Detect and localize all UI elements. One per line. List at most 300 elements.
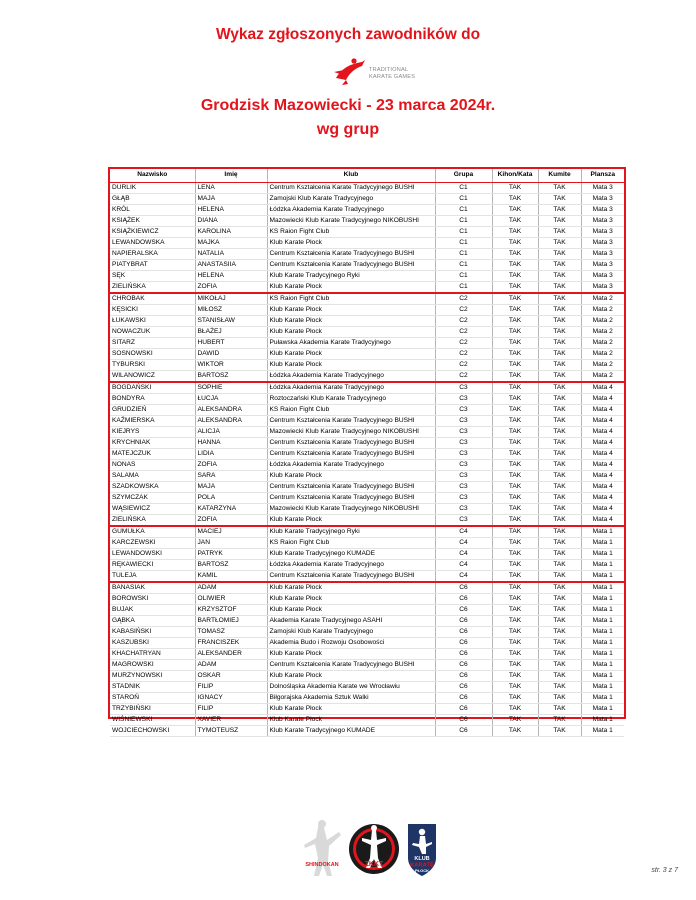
cell-grupa: C6 <box>435 626 492 637</box>
cell-nazwisko: KAŹMIERSKA <box>110 415 195 426</box>
cell-plansza: Mata 3 <box>581 281 624 293</box>
table-row <box>110 281 624 293</box>
cell-kihon-kata: TAK <box>492 293 538 305</box>
cell-plansza: Mata 2 <box>581 315 624 326</box>
cell-nazwisko: WILANOWICZ <box>110 370 195 382</box>
shindokan-logo <box>299 818 345 880</box>
table-row <box>110 237 624 248</box>
cell-plansza: Mata 4 <box>581 503 624 514</box>
cell-kumite: TAK <box>538 559 581 570</box>
cell-kihon-kata: TAK <box>492 692 538 703</box>
cell-kihon-kata: TAK <box>492 315 538 326</box>
shindokan-text: SHINDOKAN <box>305 862 339 868</box>
cell-klub: Klub Karate Płock <box>267 703 435 714</box>
traditional-karate-games-logo <box>332 56 432 90</box>
cell-grupa: C3 <box>435 382 492 394</box>
cell-kihon-kata: TAK <box>492 248 538 259</box>
cell-nazwisko: KASZUBSKI <box>110 637 195 648</box>
table-row <box>110 559 624 570</box>
cell-kihon-kata: TAK <box>492 348 538 359</box>
cell-kihon-kata: TAK <box>492 670 538 681</box>
cell-kumite: TAK <box>538 659 581 670</box>
cell-grupa: C1 <box>435 215 492 226</box>
cell-kumite: TAK <box>538 714 581 725</box>
cell-kihon-kata: TAK <box>492 481 538 492</box>
cell-kihon-kata: TAK <box>492 204 538 215</box>
table-row <box>110 326 624 337</box>
cell-nazwisko: MAGROWSKI <box>110 659 195 670</box>
cell-plansza: Mata 1 <box>581 593 624 604</box>
table-row <box>110 659 624 670</box>
cell-kihon-kata: TAK <box>492 559 538 570</box>
cell-imie: ZOFIA <box>195 281 267 293</box>
cell-klub: Klub Karate Płock <box>267 315 435 326</box>
cell-grupa: C6 <box>435 648 492 659</box>
cell-imie: ZOFIA <box>195 459 267 470</box>
cell-nazwisko: KĘSICKI <box>110 304 195 315</box>
cell-kihon-kata: TAK <box>492 570 538 582</box>
cell-imie: BŁAŻEJ <box>195 326 267 337</box>
cell-kihon-kata: TAK <box>492 725 538 736</box>
cell-kihon-kata: TAK <box>492 714 538 725</box>
cell-imie: KRZYSZTOF <box>195 604 267 615</box>
cell-kihon-kata: TAK <box>492 437 538 448</box>
cell-kihon-kata: TAK <box>492 604 538 615</box>
cell-nazwisko: LEWANDOWSKI <box>110 548 195 559</box>
cell-grupa: C3 <box>435 514 492 526</box>
cell-plansza: Mata 1 <box>581 604 624 615</box>
cell-plansza: Mata 3 <box>581 270 624 281</box>
table-row <box>110 593 624 604</box>
cell-klub: KS Raion Fight Club <box>267 404 435 415</box>
cell-imie: ALEKSANDER <box>195 648 267 659</box>
header-imie: Imię <box>195 169 267 182</box>
cell-plansza: Mata 4 <box>581 404 624 415</box>
cell-imie: ŁUCJA <box>195 393 267 404</box>
cell-nazwisko: SZADKOWSKA <box>110 481 195 492</box>
cell-kumite: TAK <box>538 448 581 459</box>
cell-imie: POLA <box>195 492 267 503</box>
cell-kumite: TAK <box>538 293 581 305</box>
cell-nazwisko: BOGDAŃSKI <box>110 382 195 394</box>
table-row <box>110 537 624 548</box>
cell-klub: KS Raion Fight Club <box>267 226 435 237</box>
header-grupa: Grupa <box>435 169 492 182</box>
cell-kumite: TAK <box>538 648 581 659</box>
cell-kumite: TAK <box>538 237 581 248</box>
cell-grupa: C4 <box>435 570 492 582</box>
cell-kumite: TAK <box>538 393 581 404</box>
cell-klub: Klub Karate Płock <box>267 593 435 604</box>
header-kumite: Kumite <box>538 169 581 182</box>
cell-nazwisko: CHROBAK <box>110 293 195 305</box>
cell-kumite: TAK <box>538 692 581 703</box>
cell-imie: ZOFIA <box>195 514 267 526</box>
cell-imie: SARA <box>195 470 267 481</box>
cell-grupa: C2 <box>435 293 492 305</box>
cell-plansza: Mata 3 <box>581 248 624 259</box>
cell-nazwisko: TRZYBIŃSKI <box>110 703 195 714</box>
cell-klub: Klub Karate Płock <box>267 326 435 337</box>
cell-kumite: TAK <box>538 615 581 626</box>
cell-nazwisko: WĄSIEWICZ <box>110 503 195 514</box>
cell-kihon-kata: TAK <box>492 582 538 594</box>
cell-klub: Akademia Karate Tradycyjnego ASAHI <box>267 615 435 626</box>
cell-kumite: TAK <box>538 281 581 293</box>
cell-plansza: Mata 1 <box>581 626 624 637</box>
cell-imie: ALEKSANDRA <box>195 415 267 426</box>
cell-kihon-kata: TAK <box>492 626 538 637</box>
cell-kumite: TAK <box>538 270 581 281</box>
cell-klub: Klub Karate Tradycyjnego KUMADE <box>267 548 435 559</box>
cell-klub: Centrum Kształcenia Karate Tradycyjnego BUSHI <box>267 437 435 448</box>
cell-klub: Puławska Akademia Karate Tradycyjnego <box>267 337 435 348</box>
cell-imie: ADAM <box>195 582 267 594</box>
cell-klub: Klub Karate Płock <box>267 359 435 370</box>
cell-grupa: C6 <box>435 637 492 648</box>
table-row <box>110 248 624 259</box>
cell-kihon-kata: TAK <box>492 404 538 415</box>
cell-imie: HELENA <box>195 270 267 281</box>
cell-kihon-kata: TAK <box>492 703 538 714</box>
cell-kihon-kata: TAK <box>492 470 538 481</box>
cell-imie: JAN <box>195 537 267 548</box>
zkkt-logo <box>346 818 404 880</box>
table-row <box>110 481 624 492</box>
cell-kumite: TAK <box>538 437 581 448</box>
table-row <box>110 670 624 681</box>
table-row <box>110 304 624 315</box>
cell-kumite: TAK <box>538 193 581 204</box>
cell-imie: MIŁOSZ <box>195 304 267 315</box>
cell-kihon-kata: TAK <box>492 304 538 315</box>
cell-grupa: C3 <box>435 426 492 437</box>
cell-imie: LIDIA <box>195 448 267 459</box>
cell-nazwisko: STAROŃ <box>110 692 195 703</box>
cell-grupa: C1 <box>435 237 492 248</box>
cell-imie: MIKOŁAJ <box>195 293 267 305</box>
cell-imie: LENA <box>195 182 267 193</box>
cell-nazwisko: KRYCHNIAK <box>110 437 195 448</box>
cell-imie: FILIP <box>195 703 267 714</box>
cell-grupa: C4 <box>435 526 492 538</box>
participants-table-frame <box>108 167 626 734</box>
cell-plansza: Mata 1 <box>581 559 624 570</box>
table-row <box>110 437 624 448</box>
cell-grupa: C3 <box>435 459 492 470</box>
logo3-line1: KLUB <box>414 856 430 862</box>
cell-kumite: TAK <box>538 326 581 337</box>
table-row <box>110 404 624 415</box>
cell-klub: Łódzka Akademia Karate Tradycyjnego <box>267 382 435 394</box>
cell-grupa: C2 <box>435 370 492 382</box>
table-header-row <box>110 169 624 182</box>
cell-grupa: C1 <box>435 281 492 293</box>
header-plansza: Plansza <box>581 169 624 182</box>
cell-nazwisko: STADNIK <box>110 681 195 692</box>
cell-plansza: Mata 4 <box>581 492 624 503</box>
cell-imie: MACIEJ <box>195 526 267 538</box>
logo-line-1: TRADITIONAL <box>369 67 409 73</box>
cell-kihon-kata: TAK <box>492 659 538 670</box>
cell-plansza: Mata 4 <box>581 437 624 448</box>
cell-plansza: Mata 4 <box>581 481 624 492</box>
cell-nazwisko: ŁUKAWSKI <box>110 315 195 326</box>
cell-plansza: Mata 1 <box>581 526 624 538</box>
cell-kumite: TAK <box>538 426 581 437</box>
cell-imie: BARTOSZ <box>195 559 267 570</box>
document-title: Wykaz zgłoszonych zawodników do <box>215 26 481 43</box>
cell-kihon-kata: TAK <box>492 270 538 281</box>
table-row <box>110 714 624 725</box>
cell-plansza: Mata 4 <box>581 415 624 426</box>
cell-kihon-kata: TAK <box>492 182 538 193</box>
cell-kihon-kata: TAK <box>492 503 538 514</box>
cell-kumite: TAK <box>538 670 581 681</box>
cell-imie: OLIWIER <box>195 593 267 604</box>
cell-imie: NATALIA <box>195 248 267 259</box>
cell-nazwisko: LEWANDOWSKA <box>110 237 195 248</box>
cell-klub: Klub Karate Tradycyjnego Ryki <box>267 270 435 281</box>
cell-klub: Klub Karate Płock <box>267 582 435 594</box>
cell-klub: Roztoczański Klub Karate Tradycyjnego <box>267 393 435 404</box>
cell-plansza: Mata 3 <box>581 226 624 237</box>
cell-nazwisko: SITARZ <box>110 337 195 348</box>
table-body <box>110 182 624 736</box>
cell-plansza: Mata 3 <box>581 204 624 215</box>
cell-kihon-kata: TAK <box>492 426 538 437</box>
cell-nazwisko: KRÓL <box>110 204 195 215</box>
cell-kumite: TAK <box>538 215 581 226</box>
table-row <box>110 215 624 226</box>
table-row <box>110 703 624 714</box>
cell-klub: Klub Karate Płock <box>267 604 435 615</box>
cell-plansza: Mata 1 <box>581 725 624 736</box>
header-kihon-kata: Kihon/Kata <box>492 169 538 182</box>
cell-grupa: C1 <box>435 248 492 259</box>
cell-kihon-kata: TAK <box>492 593 538 604</box>
cell-nazwisko: MURZYNOWSKI <box>110 670 195 681</box>
cell-imie: FILIP <box>195 681 267 692</box>
cell-grupa: C6 <box>435 604 492 615</box>
table-row <box>110 193 624 204</box>
cell-plansza: Mata 1 <box>581 659 624 670</box>
cell-kihon-kata: TAK <box>492 492 538 503</box>
cell-imie: DAWID <box>195 348 267 359</box>
cell-grupa: C6 <box>435 681 492 692</box>
cell-grupa: C2 <box>435 348 492 359</box>
cell-kihon-kata: TAK <box>492 615 538 626</box>
sort-subtitle: wg grup <box>316 121 380 138</box>
cell-klub: Zamojski Klub Karate Tradycyjnego <box>267 193 435 204</box>
cell-kihon-kata: TAK <box>492 648 538 659</box>
cell-klub: Mazowiecki Klub Karate Tradycyjnego NIKOBUSHI <box>267 215 435 226</box>
cell-nazwisko: SOSNOWSKI <box>110 348 195 359</box>
cell-kumite: TAK <box>538 404 581 415</box>
cell-nazwisko: TYBURSKI <box>110 359 195 370</box>
cell-kumite: TAK <box>538 470 581 481</box>
cell-nazwisko: GUMUŁKA <box>110 526 195 538</box>
table-row <box>110 681 624 692</box>
cell-imie: KAROLINA <box>195 226 267 237</box>
cell-grupa: C6 <box>435 670 492 681</box>
cell-klub: KS Raion Fight Club <box>267 537 435 548</box>
cell-klub: Centrum Kształcenia Karate Tradycyjnego BUSHI <box>267 415 435 426</box>
cell-kihon-kata: TAK <box>492 415 538 426</box>
cell-kumite: TAK <box>538 248 581 259</box>
cell-kumite: TAK <box>538 503 581 514</box>
cell-grupa: C6 <box>435 593 492 604</box>
cell-kumite: TAK <box>538 526 581 538</box>
cell-klub: Centrum Kształcenia Karate Tradycyjnego BUSHI <box>267 259 435 270</box>
cell-grupa: C6 <box>435 725 492 736</box>
cell-imie: PATRYK <box>195 548 267 559</box>
cell-kumite: TAK <box>538 370 581 382</box>
cell-plansza: Mata 2 <box>581 304 624 315</box>
cell-klub: Klub Karate Płock <box>267 514 435 526</box>
cell-grupa: C2 <box>435 315 492 326</box>
zkkt-text: ZKKT <box>364 861 384 868</box>
cell-klub: Centrum Kształcenia Karate Tradycyjnego BUSHI <box>267 481 435 492</box>
cell-kihon-kata: TAK <box>492 526 538 538</box>
cell-imie: HANNA <box>195 437 267 448</box>
cell-nazwisko: DURLIK <box>110 182 195 193</box>
cell-nazwisko: NOWACZUK <box>110 326 195 337</box>
cell-klub: Centrum Kształcenia Karate Tradycyjnego BUSHI <box>267 659 435 670</box>
cell-imie: KAMIL <box>195 570 267 582</box>
cell-nazwisko: GŁĄB <box>110 193 195 204</box>
cell-imie: HELENA <box>195 204 267 215</box>
cell-plansza: Mata 2 <box>581 370 624 382</box>
event-location-date: Grodzisk Mazowiecki - 23 marca 2024r. <box>200 97 496 114</box>
cell-plansza: Mata 4 <box>581 426 624 437</box>
cell-imie: IGNACY <box>195 692 267 703</box>
table-row <box>110 514 624 526</box>
cell-grupa: C1 <box>435 259 492 270</box>
cell-kihon-kata: TAK <box>492 637 538 648</box>
cell-grupa: C2 <box>435 304 492 315</box>
cell-kumite: TAK <box>538 415 581 426</box>
header-klub: Klub <box>267 169 435 182</box>
cell-nazwisko: WIŚNIEWSKI <box>110 714 195 725</box>
cell-grupa: C3 <box>435 393 492 404</box>
cell-grupa: C3 <box>435 437 492 448</box>
cell-kihon-kata: TAK <box>492 237 538 248</box>
table-row <box>110 604 624 615</box>
cell-kihon-kata: TAK <box>492 459 538 470</box>
cell-grupa: C1 <box>435 193 492 204</box>
cell-imie: STANISŁAW <box>195 315 267 326</box>
table-row <box>110 459 624 470</box>
cell-imie: XAVIER <box>195 714 267 725</box>
cell-klub: Biłgorajska Akademia Sztuk Walki <box>267 692 435 703</box>
cell-kihon-kata: TAK <box>492 193 538 204</box>
logo-line-2: KARATE GAMES <box>369 74 416 80</box>
cell-nazwisko: KIEJRYS <box>110 426 195 437</box>
cell-plansza: Mata 1 <box>581 548 624 559</box>
table-row <box>110 725 624 736</box>
cell-nazwisko: KSIĄŻKIEWICZ <box>110 226 195 237</box>
cell-plansza: Mata 2 <box>581 326 624 337</box>
cell-kihon-kata: TAK <box>492 382 538 394</box>
cell-kumite: TAK <box>538 382 581 394</box>
cell-klub: Klub Karate Tradycyjnego KUMADE <box>267 725 435 736</box>
cell-nazwisko: GRUDZIEŃ <box>110 404 195 415</box>
table-row <box>110 359 624 370</box>
cell-klub: Klub Karate Płock <box>267 348 435 359</box>
cell-kumite: TAK <box>538 537 581 548</box>
cell-plansza: Mata 1 <box>581 582 624 594</box>
cell-plansza: Mata 2 <box>581 293 624 305</box>
cell-nazwisko: KSIĄŻEK <box>110 215 195 226</box>
cell-klub: Zamojski Klub Karate Tradycyjnego <box>267 626 435 637</box>
cell-kumite: TAK <box>538 582 581 594</box>
cell-kihon-kata: TAK <box>492 259 538 270</box>
cell-grupa: C1 <box>435 204 492 215</box>
cell-grupa: C4 <box>435 548 492 559</box>
cell-plansza: Mata 1 <box>581 615 624 626</box>
table-row <box>110 337 624 348</box>
cell-nazwisko: BANASIAK <box>110 582 195 594</box>
cell-plansza: Mata 1 <box>581 714 624 725</box>
cell-nazwisko: BONDYRA <box>110 393 195 404</box>
cell-kihon-kata: TAK <box>492 537 538 548</box>
cell-klub: Łódzka Akademia Karate Tradycyjnego <box>267 370 435 382</box>
table-row <box>110 259 624 270</box>
table-row <box>110 637 624 648</box>
cell-kumite: TAK <box>538 725 581 736</box>
cell-klub: Akademia Budo i Rozwoju Osobowości <box>267 637 435 648</box>
cell-plansza: Mata 2 <box>581 337 624 348</box>
cell-nazwisko: NAPIERALSKA <box>110 248 195 259</box>
table-row <box>110 548 624 559</box>
cell-nazwisko: KARCZEWSKI <box>110 537 195 548</box>
cell-klub: Centrum Kształcenia Karate Tradycyjnego BUSHI <box>267 182 435 193</box>
table-row <box>110 315 624 326</box>
cell-plansza: Mata 1 <box>581 537 624 548</box>
cell-plansza: Mata 4 <box>581 448 624 459</box>
cell-kihon-kata: TAK <box>492 514 538 526</box>
cell-grupa: C2 <box>435 326 492 337</box>
cell-nazwisko: GĄBKA <box>110 615 195 626</box>
cell-kumite: TAK <box>538 681 581 692</box>
cell-kumite: TAK <box>538 359 581 370</box>
cell-grupa: C1 <box>435 270 492 281</box>
table-row <box>110 204 624 215</box>
cell-grupa: C6 <box>435 703 492 714</box>
cell-klub: Centrum Kształcenia Karate Tradycyjnego BUSHI <box>267 570 435 582</box>
cell-kumite: TAK <box>538 626 581 637</box>
cell-kihon-kata: TAK <box>492 359 538 370</box>
cell-grupa: C2 <box>435 337 492 348</box>
cell-imie: FRANCISZEK <box>195 637 267 648</box>
cell-grupa: C3 <box>435 503 492 514</box>
table-row <box>110 370 624 382</box>
cell-grupa: C3 <box>435 481 492 492</box>
cell-grupa: C6 <box>435 714 492 725</box>
cell-imie: OSKAR <box>195 670 267 681</box>
cell-kihon-kata: TAK <box>492 393 538 404</box>
cell-nazwisko: KABASIŃSKI <box>110 626 195 637</box>
table-row <box>110 382 624 394</box>
cell-kumite: TAK <box>538 459 581 470</box>
cell-plansza: Mata 3 <box>581 259 624 270</box>
cell-kihon-kata: TAK <box>492 215 538 226</box>
cell-imie: KATARZYNA <box>195 503 267 514</box>
cell-grupa: C1 <box>435 226 492 237</box>
table-row <box>110 570 624 582</box>
table-row <box>110 348 624 359</box>
